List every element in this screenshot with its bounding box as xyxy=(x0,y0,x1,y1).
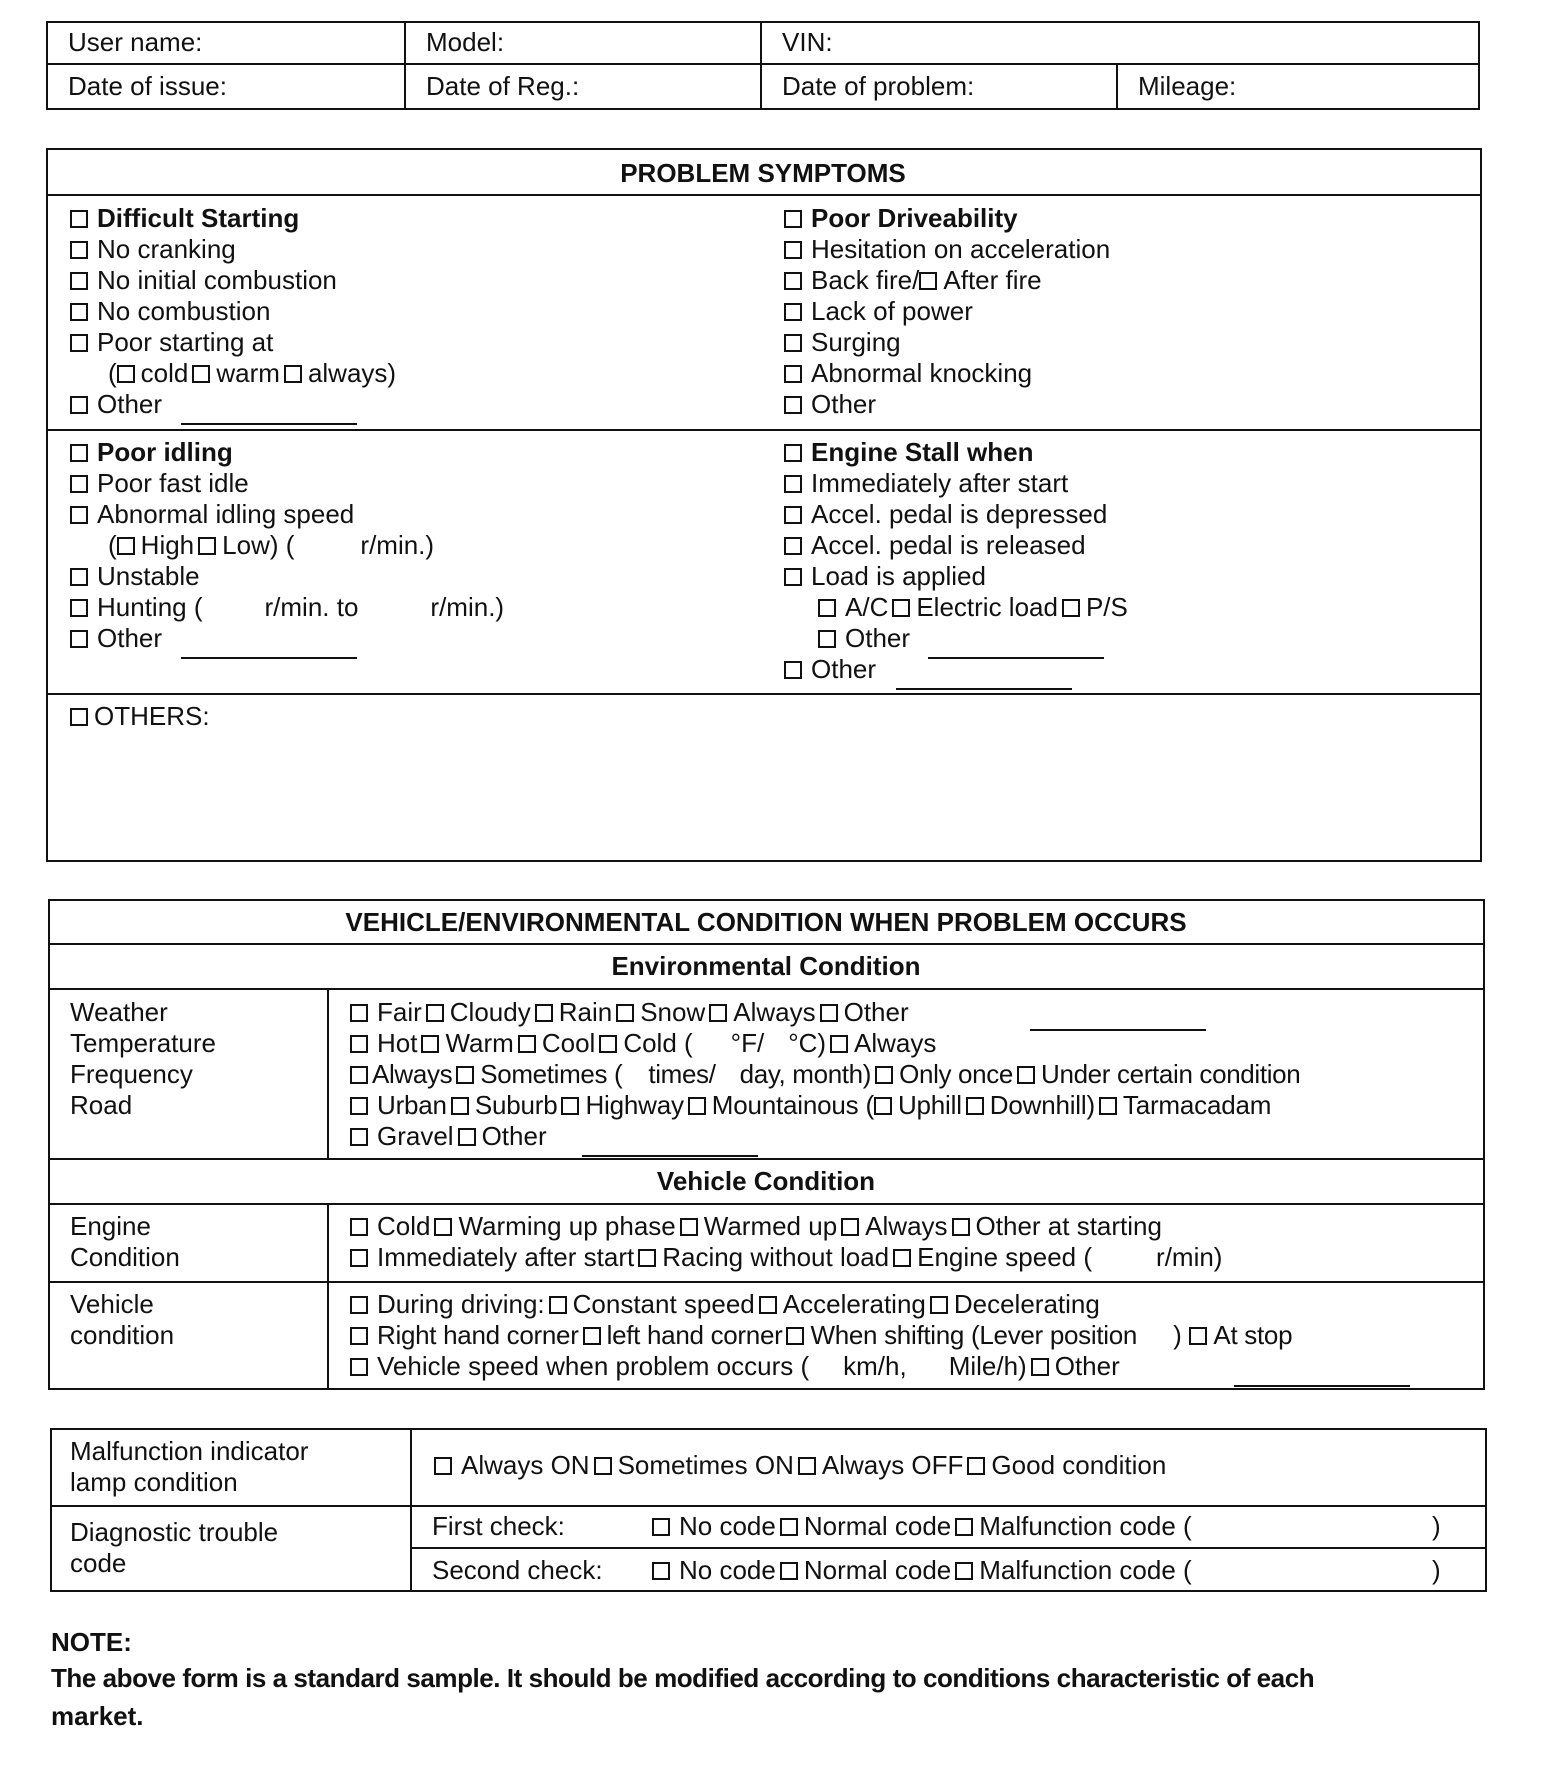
others-field[interactable]: OTHERS: xyxy=(70,701,210,731)
vin-label: VIN: xyxy=(782,27,833,57)
symptoms-others-divider xyxy=(48,693,1480,695)
second-check-label: Second check: xyxy=(432,1555,603,1585)
frequency-options[interactable]: Always Sometimes ( times/ day, month) Only once Under certain condition xyxy=(350,1059,1300,1089)
poor-starting-conditions[interactable]: ( cold warm always) xyxy=(108,358,397,388)
problem-symptoms-table xyxy=(46,148,1482,862)
mil-label: Malfunction indicator xyxy=(70,1436,309,1466)
hunting-option[interactable]: Hunting ( r/min. to r/min.) xyxy=(70,592,504,622)
difficult-starting-heading[interactable]: Difficult Starting xyxy=(70,203,299,233)
idling-speed-detail[interactable]: ( High Low) ( r/min.) xyxy=(108,530,435,560)
dtc-label-2: code xyxy=(70,1548,127,1578)
weather-other-line xyxy=(1030,1029,1206,1031)
poor-driveability-heading[interactable]: Poor Driveability xyxy=(784,203,1018,233)
engine-stall-other[interactable]: Other xyxy=(784,654,876,684)
stall-load-other-line xyxy=(928,657,1104,659)
stall-pedal-depressed-option[interactable]: Accel. pedal is depressed xyxy=(784,499,1107,529)
engine-row-divider xyxy=(50,1281,1483,1283)
env-condition-title: Environmental Condition xyxy=(611,951,921,981)
abnormal-knocking-option[interactable]: Abnormal knocking xyxy=(784,358,1032,388)
veh-title-divider xyxy=(50,1203,1483,1205)
dtc-divider xyxy=(410,1547,1485,1549)
conditions-title: VEHICLE/ENVIRONMENTAL CONDITION WHEN PROBLEM OCCURS xyxy=(345,907,1187,937)
env-title-divider xyxy=(50,988,1483,990)
no-initial-combustion-option[interactable]: No initial combustion xyxy=(70,265,337,295)
road-other-line xyxy=(582,1155,758,1157)
lack-of-power-option[interactable]: Lack of power xyxy=(784,296,973,326)
mil-options[interactable]: Always ON Sometimes ON Always OFF Good condition xyxy=(434,1450,1166,1480)
hesitation-option[interactable]: Hesitation on acceleration xyxy=(784,234,1110,264)
back-fire-option[interactable]: Back fire/ After fire xyxy=(784,265,1042,295)
diagnostic-table xyxy=(50,1428,1487,1592)
problem-symptoms-title: PROBLEM SYMPTOMS xyxy=(620,158,906,188)
engine-stall-other-line xyxy=(896,688,1072,690)
engine-stall-heading[interactable]: Engine Stall when xyxy=(784,437,1033,467)
stall-load-types[interactable]: A/C Electric load P/S xyxy=(818,592,1128,622)
model-label: Model: xyxy=(426,27,505,57)
vehicle-label: Vehicle xyxy=(70,1289,154,1319)
poor-idling-other[interactable]: Other xyxy=(70,623,162,653)
temperature-options[interactable]: Hot Warm Cool Cold ( °F/ °C) Always xyxy=(350,1028,936,1058)
road-options[interactable]: Urban Suburb Highway Mountainous ( Uphill Downhill) Tarmacadam xyxy=(350,1090,1271,1120)
date-of-problem-label: Date of problem: xyxy=(782,71,975,101)
vehicle-label-2: condition xyxy=(70,1320,175,1350)
mileage-label: Mileage: xyxy=(1138,71,1237,101)
conditions-title-divider xyxy=(50,943,1483,945)
symptoms-title-divider xyxy=(48,194,1480,196)
vehicle-driving-options[interactable]: During driving: Constant speed Accelerating Decelerating xyxy=(350,1289,1100,1319)
note-title: NOTE: xyxy=(51,1627,132,1657)
vehicle-other-line xyxy=(1234,1385,1410,1387)
engine-label-2: Condition xyxy=(70,1242,180,1272)
vehicle-corner-options[interactable]: Right hand corner left hand corner When shifting (Lever position ) At stop xyxy=(350,1320,1292,1350)
stall-load-other[interactable]: Other xyxy=(818,623,910,653)
symptoms-mid-divider xyxy=(48,429,1480,431)
weather-options[interactable]: Fair Cloudy Rain Snow Always Other xyxy=(350,997,909,1027)
unstable-option[interactable]: Unstable xyxy=(70,561,200,591)
note-line-1: The above form is a standard sample. It should be modified according to conditions characteristic of each xyxy=(51,1663,1315,1693)
header-col-3 xyxy=(1116,63,1118,109)
difficult-starting-other-line xyxy=(181,423,357,425)
env-bottom-divider xyxy=(50,1158,1483,1160)
engine-label: Engine xyxy=(70,1211,151,1241)
temperature-label: Temperature xyxy=(70,1028,216,1058)
first-check-label: First check: xyxy=(432,1511,565,1541)
stall-load-applied-option[interactable]: Load is applied xyxy=(784,561,986,591)
header-col-2 xyxy=(760,23,762,109)
mil-label-2: lamp condition xyxy=(70,1467,238,1497)
second-check-options[interactable]: No code Normal code Malfunction code ( xyxy=(652,1555,1192,1585)
header-table xyxy=(46,21,1480,110)
note-line-2: market. xyxy=(51,1701,144,1731)
road-options-2[interactable]: Gravel Other xyxy=(350,1121,547,1151)
first-check-close: ) xyxy=(1432,1511,1441,1541)
surging-option[interactable]: Surging xyxy=(784,327,901,357)
poor-idling-heading[interactable]: Poor idling xyxy=(70,437,233,467)
stall-pedal-released-option[interactable]: Accel. pedal is released xyxy=(784,530,1086,560)
weather-label: Weather xyxy=(70,997,168,1027)
poor-starting-option[interactable]: Poor starting at xyxy=(70,327,273,357)
conditions-table xyxy=(48,899,1485,1390)
road-label: Road xyxy=(70,1090,133,1120)
vehicle-condition-title: Vehicle Condition xyxy=(656,1166,876,1196)
engine-condition-options[interactable]: Cold Warming up phase Warmed up Always Other at starting xyxy=(350,1211,1162,1241)
date-of-reg-label: Date of Reg.: xyxy=(426,71,580,101)
poor-driveability-other[interactable]: Other xyxy=(784,389,876,419)
veh-label-column xyxy=(327,1203,329,1388)
no-combustion-option[interactable]: No combustion xyxy=(70,296,270,326)
header-divider xyxy=(48,63,1478,65)
poor-fast-idle-option[interactable]: Poor fast idle xyxy=(70,468,249,498)
first-check-options[interactable]: No code Normal code Malfunction code ( xyxy=(652,1511,1192,1541)
frequency-label: Frequency xyxy=(70,1059,193,1089)
abnormal-idling-speed-option[interactable]: Abnormal idling speed xyxy=(70,499,354,529)
mil-divider xyxy=(52,1505,1485,1507)
vehicle-speed-options[interactable]: Vehicle speed when problem occurs ( km/h, Mile/h) Other xyxy=(350,1351,1120,1381)
no-cranking-option[interactable]: No cranking xyxy=(70,234,236,264)
header-col-1 xyxy=(404,23,406,109)
env-label-column xyxy=(327,988,329,1158)
date-of-issue-label: Date of issue: xyxy=(68,71,227,101)
difficult-starting-other[interactable]: Other xyxy=(70,389,162,419)
second-check-close: ) xyxy=(1432,1555,1441,1585)
stall-after-start-option[interactable]: Immediately after start xyxy=(784,468,1068,498)
engine-condition-options-2[interactable]: Immediately after start Racing without load Engine speed ( r/min) xyxy=(350,1242,1222,1272)
diag-label-column xyxy=(410,1430,412,1590)
user-name-label: User name: xyxy=(68,27,203,57)
dtc-label: Diagnostic trouble xyxy=(70,1517,279,1547)
poor-idling-other-line xyxy=(181,657,357,659)
